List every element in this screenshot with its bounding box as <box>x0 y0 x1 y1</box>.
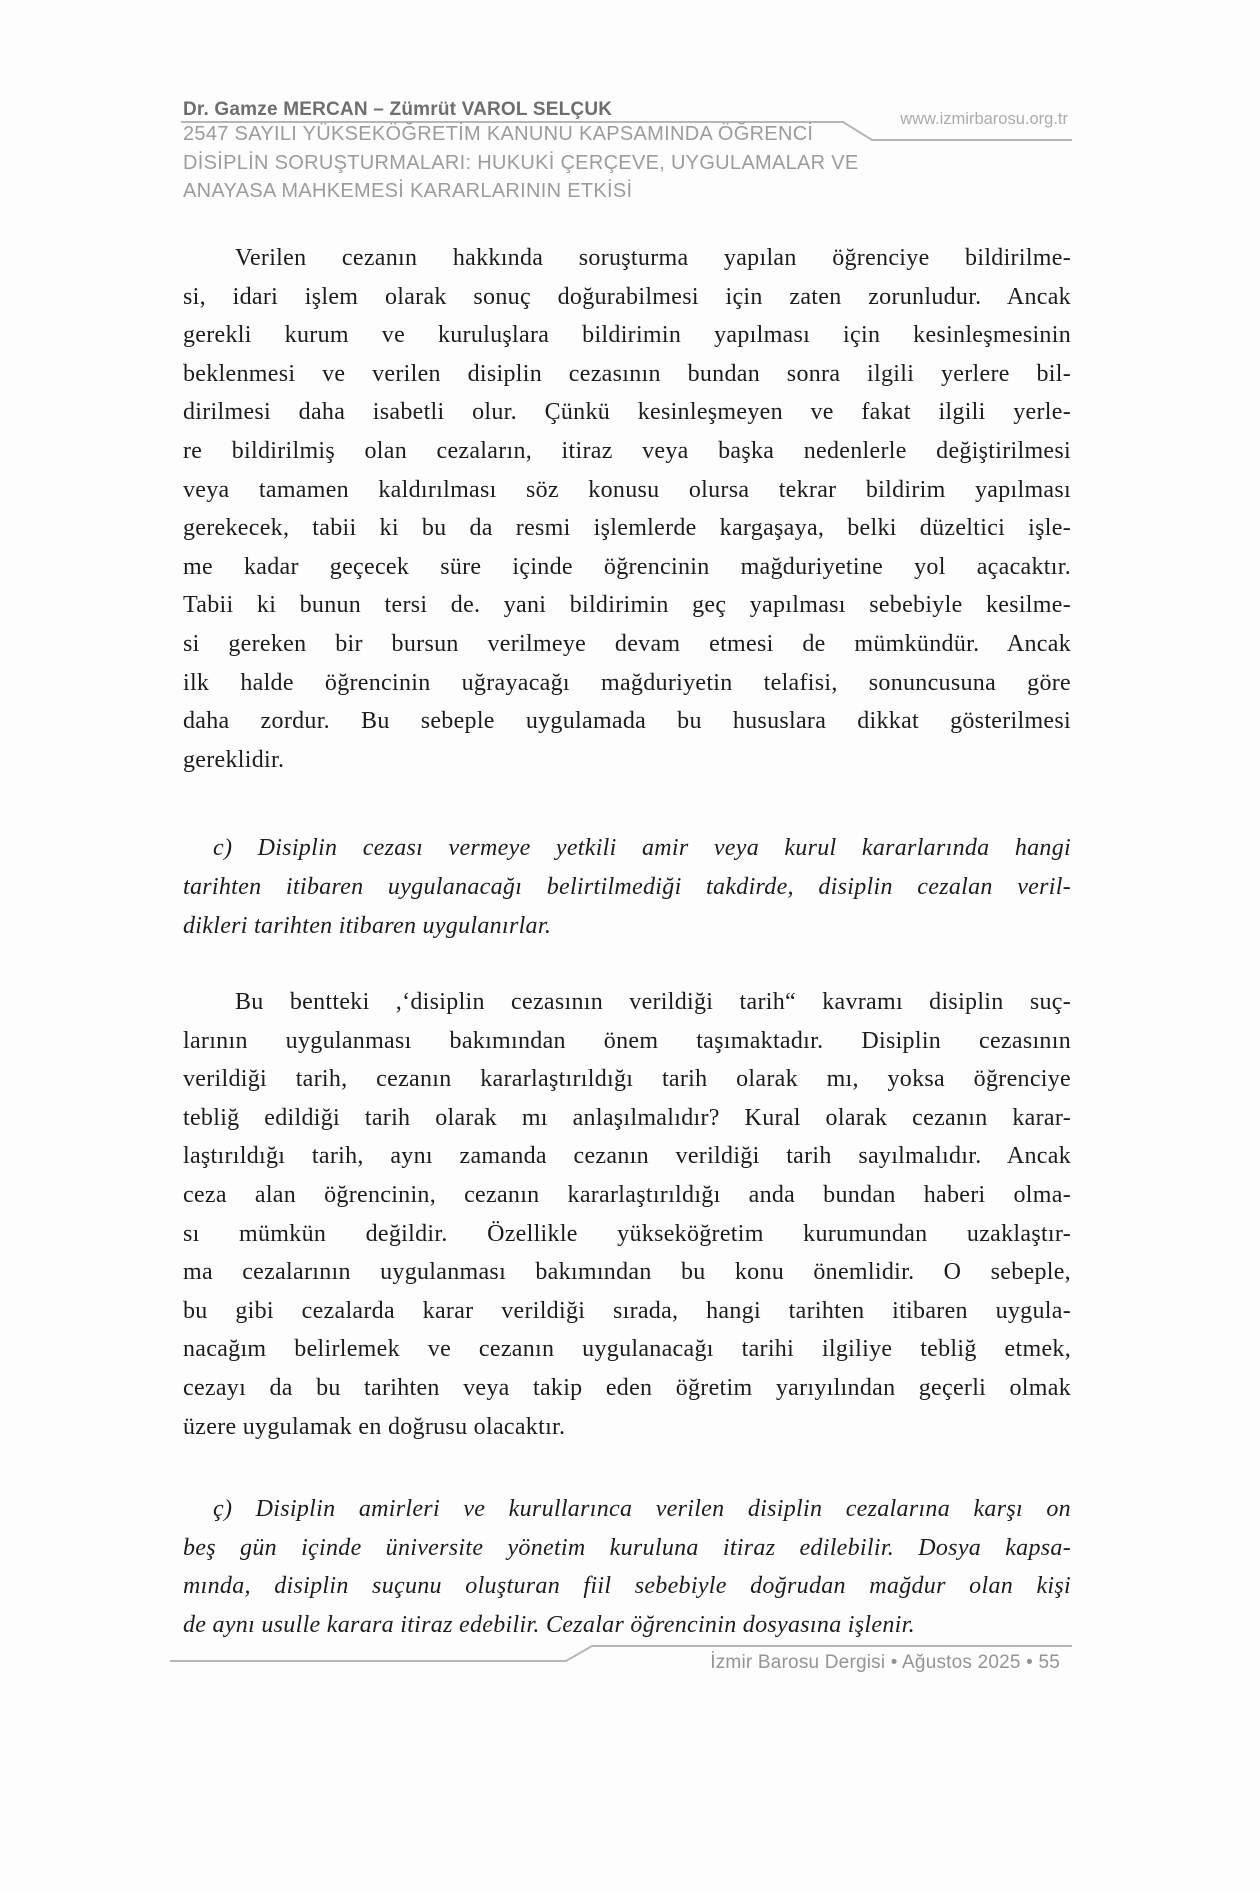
text-line: ma cezalarının uygulanması bakımından bu konu önemlidir. O sebeple, <box>183 1259 1071 1286</box>
text-line: ceza alan öğrencinin, cezanın kararlaştırıldığı anda bundan haberi olma- <box>183 1182 1071 1209</box>
text-line: de aynı usulle karara itiraz edebilir. Cezalar öğrencinin dosyasına işlenir. <box>183 1612 915 1638</box>
text-line: beş gün içinde üniversite yönetim kuruluna itiraz edilebilir. Dosya kapsa- <box>183 1534 1071 1561</box>
text-line: Tabii ki bunun tersi de. yani bildirimin geç yapılması sebebiyle kesilme- <box>183 592 1071 619</box>
text-line: DİSİPLİN SORUŞTURMALARI: HUKUKİ ÇERÇEVE, UYGULAMALAR VE <box>183 151 859 174</box>
page-title <box>183 120 943 206</box>
text-line: tarihten itibaren uygulanacağı belirtilmediği takdirde, disiplin cezalan veril- <box>183 873 1071 900</box>
text-line: üzere uygulamak en doğrusu olacaktır. <box>183 1413 566 1440</box>
text-line: si, idari işlem olarak sonuç doğurabilmesi için zaten zorunludur. Ancak <box>183 283 1071 310</box>
text-line: laştırıldığı tarih, aynı zamanda cezanın verildiği tarih sayılmalıdır. Ancak <box>183 1143 1071 1170</box>
text-line: nacağım belirlemek ve cezanın uygulanacağı tarihi ilgiliye tebliğ etmek, <box>183 1336 1071 1363</box>
text-line: Bu bentteki ,‘disiplin cezasının verildiği tarih“ kavramı disiplin suç- <box>235 989 1071 1016</box>
text-line: sı mümkün değildir. Özellikle yükseköğretim kurumundan uzaklaştır- <box>183 1220 1071 1247</box>
paragraph-discussion <box>183 983 1071 1446</box>
text-line: beklenmesi ve verilen disiplin cezasının bundan sonra ilgili yerlere bil- <box>183 360 1071 387</box>
text-line: gerekli kurum ve kuruluşlara bildirimin yapılması için kesinleşmesinin <box>183 322 1071 349</box>
paragraph-clause-c-cedilla <box>183 1490 1071 1644</box>
text-line: gereklidir. <box>183 746 285 773</box>
text-line: tebliğ edildiği tarih olarak mı anlaşılmalıdır? Kural olarak cezanın karar- <box>183 1104 1071 1131</box>
text-line: larının uygulanması bakımından önem taşımaktadır. Disiplin cezasının <box>183 1027 1071 1054</box>
text-line: Verilen cezanın hakkında soruşturma yapılan öğrenciye bildirilme- <box>235 245 1071 271</box>
text-line: c) Disiplin cezası vermeye yetkili amir veya kurul kararlarında hangi <box>213 835 1071 862</box>
text-line: ç) Disiplin amirleri ve kurullarınca verilen disiplin cezalarına karşı on <box>213 1496 1071 1523</box>
text-line: bu gibi cezalarda karar verildiği sırada, hangi tarihten itibaren uygula- <box>183 1297 1071 1324</box>
text-line: dirilmesi daha isabetli olur. Çünkü kesinleşmeyen ve fakat ilgili yerle- <box>183 399 1071 426</box>
text-line: dikleri tarihten itibaren uygulanırlar. <box>183 912 552 939</box>
text-line: ilk halde öğrencinin uğrayacağı mağduriyetin telafisi, sonuncusuna göre <box>183 669 1071 696</box>
footer-journal-info: İzmir Barosu Dergisi • Ağustos 2025 • 55 <box>710 1652 1060 1673</box>
text-line: verildiği tarih, cezanın kararlaştırıldığı tarih olarak mı, yoksa öğrenciye <box>183 1066 1071 1093</box>
website-url: www.izmirbarosu.org.tr <box>900 110 1068 128</box>
article-body <box>183 239 1071 1645</box>
text-line: gerekecek, tabii ki bu da resmi işlemlerde kargaşaya, belki düzeltici işle- <box>183 515 1071 542</box>
text-line: me kadar geçecek süre içinde öğrencinin mağduriyetine yol açacaktır. <box>183 553 1071 580</box>
text-line: daha zordur. Bu sebeple uygulamada bu hususlara dikkat gösterilmesi <box>183 708 1071 735</box>
paragraph-intro <box>183 239 1071 779</box>
paragraph-clause-c <box>183 829 1071 945</box>
text-line: veya tamamen kaldırılması söz konusu olursa tekrar bildirim yapılması <box>183 476 1071 503</box>
text-line: mında, disiplin suçunu oluşturan fiil sebebiyle doğrudan mağdur olan kişi <box>183 1573 1071 1600</box>
text-line: si gereken bir bursun verilmeye devam etmesi de mümkündür. Ancak <box>183 630 1071 657</box>
text-line: 2547 SAYILI YÜKSEKÖĞRETİM KANUNU KAPSAMINDA ÖĞRENCİ <box>183 123 814 145</box>
text-line: cezayı da bu tarihten veya takip eden öğretim yarıyılından geçerli olmak <box>183 1375 1071 1402</box>
author-line: Dr. Gamze MERCAN – Zümrüt VAROL SELÇUK <box>183 99 613 120</box>
text-line: re bildirilmiş olan cezaların, itiraz veya başka nedenlerle değiştirilmesi <box>183 437 1071 464</box>
text-line: ANAYASA MAHKEMESİ KARARLARININ ETKİSİ <box>183 180 633 202</box>
